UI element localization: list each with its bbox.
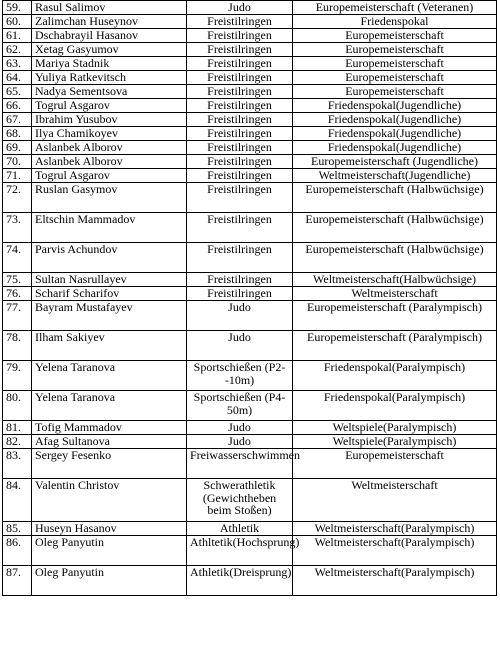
row-number: 82.	[3, 435, 32, 449]
event: Weltspiele(Paralympisch)	[293, 421, 497, 435]
row-number: 73.	[3, 213, 32, 243]
row-number: 84.	[3, 479, 32, 522]
event: Friedenspokal(Paralympisch)	[293, 391, 497, 421]
event: Europemeisterschaft (Jugendliche)	[293, 155, 497, 169]
athlete-name: Togrul Asgarov	[32, 169, 187, 183]
sport: Freistilringen	[187, 287, 293, 301]
athlete-name: Xetag Gasyumov	[32, 43, 187, 57]
row-number: 59.	[3, 1, 32, 15]
athlete-name: Nadya Sementsova	[32, 85, 187, 99]
event: Weltspiele(Paralympisch)	[293, 435, 497, 449]
row-number: 70.	[3, 155, 32, 169]
table-row	[3, 71, 497, 85]
row-number: 74.	[3, 243, 32, 273]
sport: Sportschießen (P4-50m)	[187, 391, 293, 421]
athlete-name: Ilya Chamikoyev	[32, 127, 187, 141]
athlete-name: Yelena Taranova	[32, 361, 187, 391]
sport: Freistilringen	[187, 141, 293, 155]
sport: Freistilringen	[187, 183, 293, 213]
event: Europemeisterschaft	[293, 29, 497, 43]
sport: Sportschießen (P2--10m)	[187, 361, 293, 391]
table-row	[3, 421, 497, 435]
athlete-name: Eltschin Mammadov	[32, 213, 187, 243]
event: Weltmeisterschaft(Paralympisch)	[293, 566, 497, 596]
table-row	[3, 85, 497, 99]
table-row	[3, 99, 497, 113]
row-number: 76.	[3, 287, 32, 301]
row-number: 83.	[3, 449, 32, 479]
event: Weltmeisterschaft(Paralympisch)	[293, 522, 497, 536]
athlete-name: Huseyn Hasanov	[32, 522, 187, 536]
event: Europemeisterschaft (Halbwüchsige)	[293, 243, 497, 273]
event: Weltmeisterschaft	[293, 287, 497, 301]
sport: Schwerathletik (Gewichtheben beim Stoßen)	[187, 479, 293, 522]
athlete-name: Afag Sultanova	[32, 435, 187, 449]
table-row	[3, 127, 497, 141]
event: Europemeisterschaft	[293, 43, 497, 57]
row-number: 85.	[3, 522, 32, 536]
sport: Athletik(Dreisprung)	[187, 566, 293, 596]
athlete-name: Parvis Achundov	[32, 243, 187, 273]
table-row	[3, 1, 497, 15]
sport: Freistilringen	[187, 71, 293, 85]
table-row	[3, 435, 497, 449]
athlete-name: Scharif Scharifov	[32, 287, 187, 301]
sport: Freistilringen	[187, 169, 293, 183]
athlete-name: Bayram Mustafayev	[32, 301, 187, 331]
table-row	[3, 113, 497, 127]
athlete-name: Togrul Asgarov	[32, 99, 187, 113]
table-row	[3, 57, 497, 71]
row-number: 66.	[3, 99, 32, 113]
athletes-table	[2, 0, 497, 596]
event: Europemeisterschaft	[293, 71, 497, 85]
athlete-name: Ruslan Gasymov	[32, 183, 187, 213]
event: Weltmeisterschaft	[293, 479, 497, 522]
athlete-name: Yuliya Ratkevitsch	[32, 71, 187, 85]
table-row	[3, 287, 497, 301]
sport: Freistilringen	[187, 99, 293, 113]
sport: Freiwasserschwimmen	[187, 449, 293, 479]
athlete-name: Sergey Fesenko	[32, 449, 187, 479]
sport: Judo	[187, 435, 293, 449]
sport: Freistilringen	[187, 213, 293, 243]
sport: Freistilringen	[187, 113, 293, 127]
table-row	[3, 391, 497, 421]
row-number: 71.	[3, 169, 32, 183]
row-number: 69.	[3, 141, 32, 155]
table-row	[3, 536, 497, 566]
row-number: 81.	[3, 421, 32, 435]
row-number: 72.	[3, 183, 32, 213]
row-number: 63.	[3, 57, 32, 71]
athlete-name: Tofig Mammadov	[32, 421, 187, 435]
row-number: 86.	[3, 536, 32, 566]
athlete-name: Mariya Stadnik	[32, 57, 187, 71]
table-row	[3, 169, 497, 183]
event: Europemeisterschaft (Halbwüchsige)	[293, 213, 497, 243]
sport: Judo	[187, 421, 293, 435]
table-row	[3, 522, 497, 536]
athlete-name: Ilham Sakiyev	[32, 331, 187, 361]
athlete-name: Aslanbek Alborov	[32, 141, 187, 155]
event: Weltmeisterschaft(Paralympisch)	[293, 536, 497, 566]
table-row	[3, 15, 497, 29]
table-row	[3, 449, 497, 479]
sport: Freistilringen	[187, 57, 293, 71]
event: Europemeisterschaft (Veteranen)	[293, 1, 497, 15]
sport: Athletik	[187, 522, 293, 536]
table-row	[3, 141, 497, 155]
sport: Freistilringen	[187, 273, 293, 287]
table-row	[3, 155, 497, 169]
row-number: 61.	[3, 29, 32, 43]
event: Europemeisterschaft (Halbwüchsige)	[293, 183, 497, 213]
table-row	[3, 183, 497, 213]
row-number: 68.	[3, 127, 32, 141]
sport: Judo	[187, 331, 293, 361]
athlete-name: Ibrahim Yusubov	[32, 113, 187, 127]
sport: Judo	[187, 301, 293, 331]
event: Europemeisterschaft	[293, 449, 497, 479]
table-row	[3, 273, 497, 287]
sport: Freistilringen	[187, 29, 293, 43]
sport: Judo	[187, 1, 293, 15]
row-number: 78.	[3, 331, 32, 361]
row-number: 75.	[3, 273, 32, 287]
athlete-name: Oleg Panyutin	[32, 536, 187, 566]
sport: Freistilringen	[187, 243, 293, 273]
sport: Freistilringen	[187, 85, 293, 99]
table-row	[3, 301, 497, 331]
event: Europemeisterschaft	[293, 85, 497, 99]
event: Weltmeisterschaft(Jugendliche)	[293, 169, 497, 183]
sport: Freistilringen	[187, 43, 293, 57]
event: Europemeisterschaft (Paralympisch)	[293, 331, 497, 361]
sport: Freistilringen	[187, 127, 293, 141]
event: Europemeisterschaft	[293, 57, 497, 71]
event: Friedenspokal(Jugendliche)	[293, 127, 497, 141]
sport: Freistilringen	[187, 15, 293, 29]
event: Friedenspokal(Jugendliche)	[293, 141, 497, 155]
athlete-name: Yelena Taranova	[32, 391, 187, 421]
row-number: 77.	[3, 301, 32, 331]
table-row	[3, 361, 497, 391]
athlete-name: Valentin Christov	[32, 479, 187, 522]
table-row	[3, 243, 497, 273]
athlete-name: Oleg Panyutin	[32, 566, 187, 596]
table-row	[3, 29, 497, 43]
row-number: 79.	[3, 361, 32, 391]
sport: Athltetik(Hochsprung)	[187, 536, 293, 566]
event: Friedenspokal(Jugendliche)	[293, 113, 497, 127]
row-number: 64.	[3, 71, 32, 85]
table-row	[3, 213, 497, 243]
event: Friedenspokal	[293, 15, 497, 29]
table-row	[3, 566, 497, 596]
sport: Freistilringen	[187, 155, 293, 169]
event: Weltmeisterschaft(Halbwüchsige)	[293, 273, 497, 287]
row-number: 65.	[3, 85, 32, 99]
athlete-name: Aslanbek Alborov	[32, 155, 187, 169]
row-number: 60.	[3, 15, 32, 29]
row-number: 62.	[3, 43, 32, 57]
row-number: 87.	[3, 566, 32, 596]
table-row	[3, 479, 497, 522]
row-number: 80.	[3, 391, 32, 421]
athlete-name: Dschabrayil Hasanov	[32, 29, 187, 43]
event: Europemeisterschaft (Paralympisch)	[293, 301, 497, 331]
row-number: 67.	[3, 113, 32, 127]
athlete-name: Zalimchan Huseynov	[32, 15, 187, 29]
table-row	[3, 331, 497, 361]
athlete-name: Sultan Nasrullayev	[32, 273, 187, 287]
event: Friedenspokal(Paralympisch)	[293, 361, 497, 391]
event: Friedenspokal(Jugendliche)	[293, 99, 497, 113]
athlete-name: Rasul Salimov	[32, 1, 187, 15]
table-row	[3, 43, 497, 57]
